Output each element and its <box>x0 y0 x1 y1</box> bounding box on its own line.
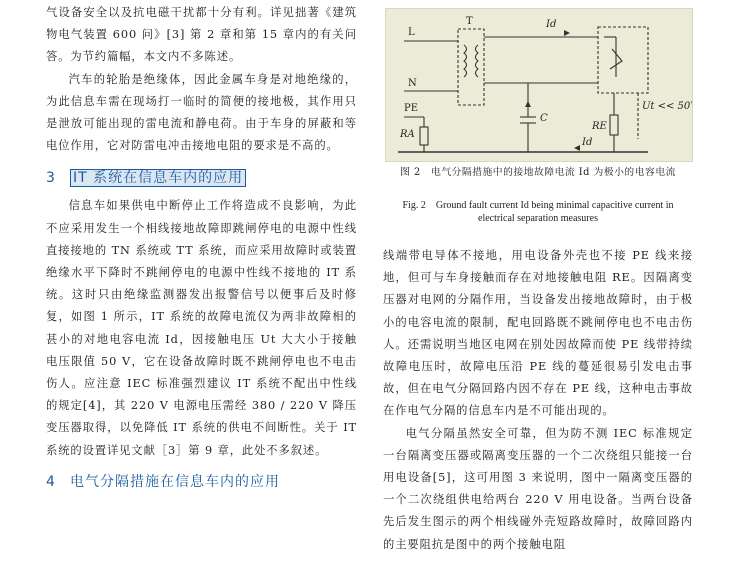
figure-caption-en: Fig. 2 Ground fault current Id being minimal capacitive current in electrical separation measures <box>402 200 674 224</box>
section-title: IT 系统在信息车内的应用 <box>70 169 246 187</box>
left-column <box>46 2 357 497</box>
label-L: L <box>408 27 415 38</box>
label-Id: Id <box>546 19 557 30</box>
paragraph: 电气分隔虽然安全可靠，但为防不测 IEC 标准规定一台隔离变压器或隔离变压器的一个二次绕组只能接一台用电设备[5]，这可用图 3 来说明，图中一隔离变压器的一个二次绕组供电给两台 220 V 用电设备。当两台设备先后发生图示的两个相线碰外壳短路故障时，故障回路内的主要阻抗是图中的两个接触电阻 <box>383 426 693 551</box>
section-number: 3 <box>46 170 56 187</box>
label-Id-return: Id <box>582 137 593 148</box>
section-heading-4 <box>46 467 357 497</box>
section-number: 4 <box>46 473 56 490</box>
section-title: 电气分隔措施在信息车内的应用 <box>70 473 280 490</box>
label-RE: RE <box>592 121 607 132</box>
circuit-diagram <box>386 9 692 161</box>
label-T: T <box>466 16 473 27</box>
label-RA: RA <box>400 129 415 140</box>
paragraph: 信息车如果供电中断停止工作将造成不良影响，为此不应采用发生一个相线接地故障即跳闸停电的电源中性线直接接地的 TN 系统或 TT 系统，而应采用故障时或装置绝缘水平下降时不跳闸停电的电源中性线不接地的 IT 系统。这时只由绝缘监测器发出报警信号以便事后及时修复，如图 1 所示，IT 系统的故障电流仅为两非故障相的甚小的对地电容电流 Id，因接触电压 Ut 大大小于接触电压限值 50 V，它在设备故障时既不跳闸停电也不电击伤人。应注意 IEC 标准强烈建议 IT 系统不配出中性线的规定[4]，其 220 V 电源电压需经 380 / 220 V 降压变压器取得，以免降低 IT 系统的供电不间断性。关于 IT 系统的设置详见文献［3］第 9 章，此处不多叙述。 <box>46 199 357 457</box>
paragraph: 气设备安全以及抗电磁干扰都十分有利。详见拙著《建筑物电气装置 600 问》[3] 第 2 章和第 15 章内的有关问答。为节约篇幅，本文内不多陈述。 <box>46 6 357 64</box>
paragraph: 汽车的轮胎是绝缘体，因此金属车身是对地绝缘的，为此信息车需在现场打一临时的简便的接地极，其作用只是泄放可能出现的雷电流和静电荷。由于车身的屏蔽和等电位作用，它对防雷电冲击接地电阻的要求是不高的。 <box>46 72 357 153</box>
label-C: C <box>540 113 548 124</box>
label-Ut: Ut << 50V <box>642 101 692 112</box>
paragraph: 线端带电导体不接地，用电设备外壳也不接 PE 线来接地，但可与车身接触而存在对地接触电阻 RE。因隔离变压器对电网的分隔作用，当设备发出接地故障时，由于极小的电容电流的限制，配电回路既不跳闸停电也不电击伤人。还需说明当地区电网在别处因故障而使 PE 线带持续故障电压时，故障电压沿 PE 线的蔓延很易引发电击事故，但在电气分隔回路内因不存在 PE 线，这种电击事故在作电气分隔的信息车内是不可能出现的。 <box>383 249 693 418</box>
figure-caption-cn: 图 2 电气分隔措施中的接地故障电流 Id 为极小的电容电流 <box>400 167 676 178</box>
right-text <box>383 245 693 556</box>
figure-2-diagram <box>385 8 693 162</box>
label-N: N <box>408 78 417 89</box>
section-heading-3 <box>46 163 357 193</box>
label-PE: PE <box>404 103 419 114</box>
